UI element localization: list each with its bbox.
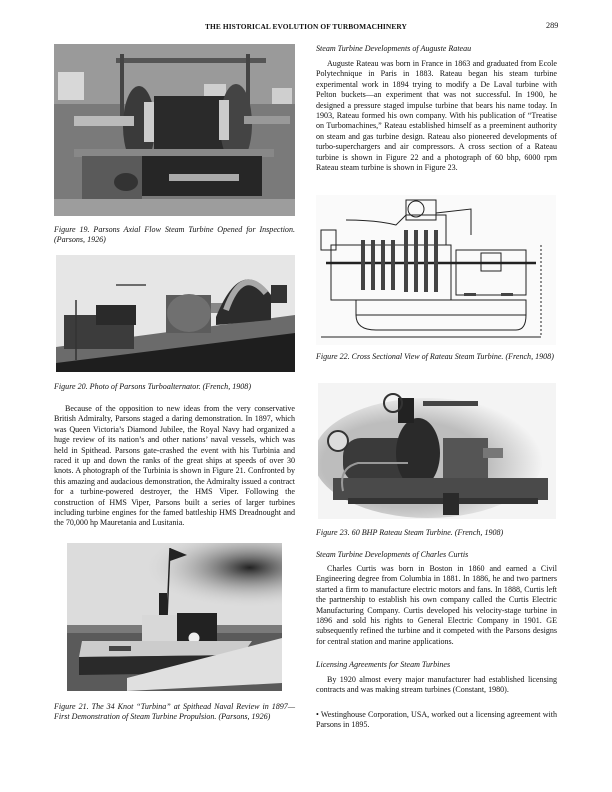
photo-turbine-opened-icon [54, 44, 295, 216]
photo-turboalternator-icon [56, 255, 295, 372]
drawing-rateau-cross-section-icon [316, 195, 556, 345]
rateau-paragraph: Auguste Rateau was born in France in 1863 and graduated from Ecole Polytechnique in Paris in 1883. Rateau began his steam turbine experimental work in 1894 trying to modify a De Laval turbine with Pelton buckets—an experiment that was not successful. In 1900, he designed a pressure staged impulse turbine that bears his name today. In 1903, Rateau formed his own company. With his publication of “Treatise on Turbomachines,” Rateau established himself as a preeminent authority on steam and gas turbine design. Rateau also pioneered developments of turbo-superchargers and air compressors. A cross section of a Rateau turbine is shown in Figure 22 and a photograph of 60 bhp, 6000 rpm Rateau steam turbine is shown in Figure 23. [316, 59, 557, 173]
figure-22-image [316, 195, 556, 345]
figure-22-caption: Figure 22. Cross Sectional View of Rateau Steam Turbine. (French, 1908) [316, 352, 554, 361]
licensing-paragraph: By 1920 almost every major manufacturer had established licensing contracts and was making stream turbines (Constant, 1980). [316, 675, 557, 695]
bullet-text: Westinghouse Corporation, USA, worked out a licensing agreement with Parsons in 1895. [316, 710, 557, 730]
figure-20-image [56, 255, 295, 372]
bullet-icon: • [316, 710, 319, 719]
figure-19-image [54, 44, 295, 216]
running-header-title: THE HISTORICAL EVOLUTION OF TURBOMACHINERY [204, 22, 407, 31]
bullet-item-westinghouse [316, 710, 557, 731]
section-heading-rateau: Steam Turbine Developments of Auguste Rateau [316, 44, 472, 53]
figure-23-caption: Figure 23. 60 BHP Rateau Steam Turbine. (French, 1908) [316, 528, 504, 537]
photo-rateau-turbine-icon [318, 383, 556, 519]
section-heading-curtis: Steam Turbine Developments of Charles Curtis [316, 550, 469, 559]
figure-21-image [67, 543, 282, 691]
turbinia-paragraph: Because of the opposition to new ideas from the very conservative British Admiralty, Parsons staged a daring demonstration. In 1897, which was Queen Victoria’s Diamond Jubilee, the Royal Navy had organized a huge review of its nation’s and other nations’ naval vessels, which was held in Spithead. Parsons gate-crashed the event with his Turbinia and raced it up and down the ranks of the great ships at speeds of over 30 knots. A photograph of the Turbinia is shown in Figure 21. Confronted by this amazing and audacious demonstration, the Admiralty issued a contract for a turbine-powered destroyer, the HMS Viper. Following the construction of HMS Viper, Parsons built a series of larger turbines including turbine engines for the famed battleship HMS Dreadnought and the 70,000 hp Mauretania and Lusitania. [54, 404, 295, 528]
figure-23-image [318, 383, 556, 519]
figure-20-caption: Figure 20. Photo of Parsons Turboalternator. (French, 1908) [54, 382, 251, 391]
page-number: 289 [546, 21, 559, 30]
section-heading-licensing: Licensing Agreements for Steam Turbines [316, 660, 451, 669]
figure-19-caption: Figure 19. Parsons Axial Flow Steam Turbine Opened for Inspection. (Parsons, 1926) [54, 225, 295, 245]
photo-turbinia-ship-icon [67, 543, 282, 691]
figure-21-caption: Figure 21. The 34 Knot “Turbina” at Spithead Naval Review in 1897—First Demonstration of Steam Turbine Propulsion. (Parsons, 1926) [54, 702, 295, 722]
curtis-paragraph: Charles Curtis was born in Boston in 1860 and earned a Civil Engineering degree from Columbia in 1881. In 1886, he and two partners started a firm to manufacture electric motors and fans. In 1888, Curtis left the partnership to establish his own company called the Curtis Electric Manufacturing Company. Curtis developed his velocity-stage turbine in 1896 and sold his rights to General Electric Company in 1901. GE subsequently refined the turbine and it competed with the Parsons designs for central station and marine applications. [316, 564, 557, 646]
